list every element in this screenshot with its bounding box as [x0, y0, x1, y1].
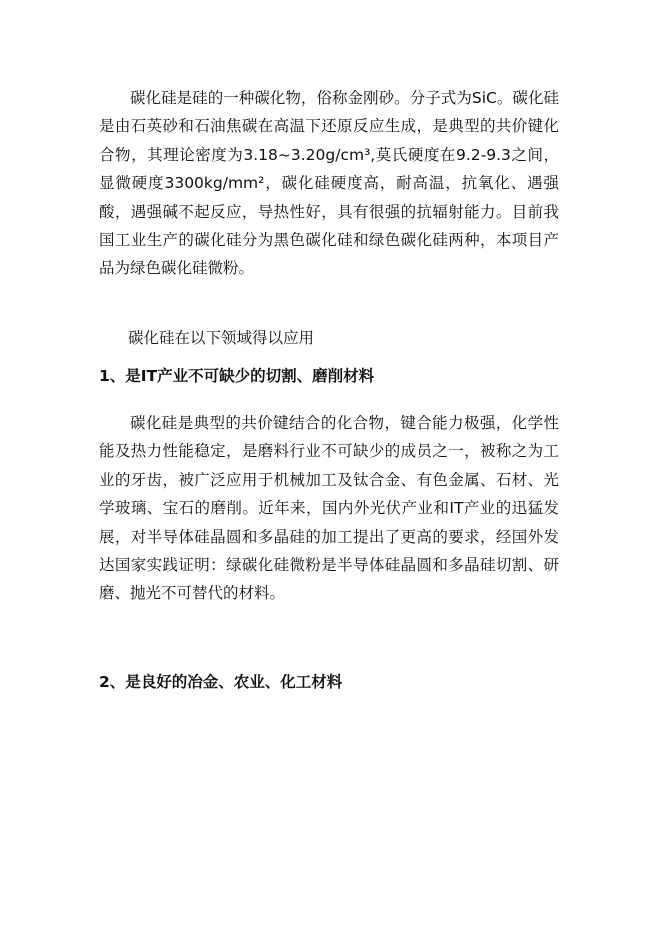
section-1-paragraph: 碳化硅是典型的共价键结合的化合物，键合能力极强，化学性能及热力性能稳定，是磨料行业不可缺少的成员之一，被称之为工业的牙齿，被广泛应用于机械加工及钛合金、有色金属、石材、光学玻璃、宝石的磨削。近年来，国内外光伏产业和IT产业的迅猛发展，对半导体硅晶圆和多晶硅的加工提出了更高的要求，经国外发达国家实践证明：绿碳化硅微粉是半导体硅晶圆和多晶硅切割、研磨、抛光不可替代的材料。 [99, 414, 559, 603]
intro-paragraph: 碳化硅是硅的一种碳化物，俗称金刚砂。分子式为SiC。碳化硅是由石英砂和石油焦碳在高温下还原反应生成，是典型的共价键化合物，其理论密度为3.18~3.20g/cm³,莫氏硬度在9.2-9.3之间，显微硬度3300kg/mm²，碳化硅硬度高，耐高温，抗氧化、遇强酸，遇强碱不起反应，导热性好，具有很强的抗辐射能力。目前我国工业生产的碳化硅分为黑色碳化硅和绿色碳化硅两种，本项目产品为绿色碳化硅微粉。 [99, 89, 559, 278]
section-heading-1: 1、是IT产业不可缺少的切割、磨削材料 [99, 367, 375, 385]
applications-intro: 碳化硅在以下领域得以应用 [128, 329, 315, 347]
section-heading-2: 2、是良好的冶金、农业、化工材料 [99, 673, 343, 691]
